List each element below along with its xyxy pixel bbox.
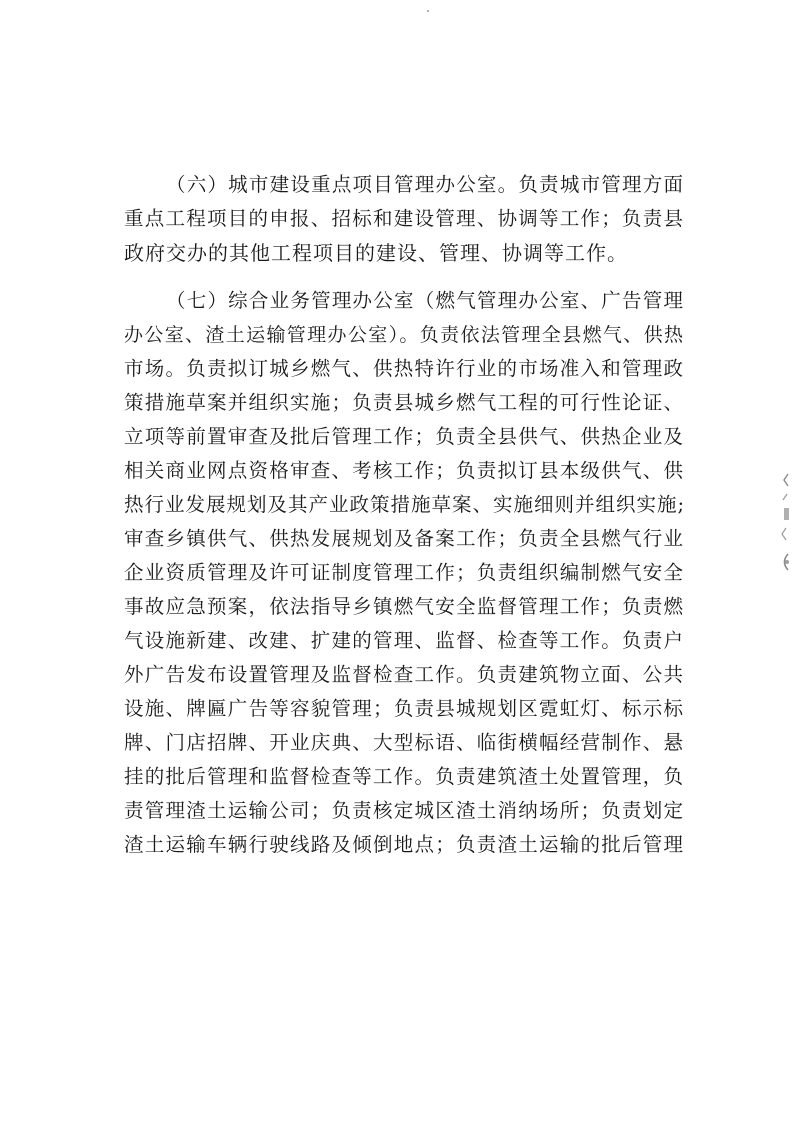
section-7-line: 审查乡镇供气、供热发展规划及备案工作；负责全县燃气行业 [124, 527, 684, 550]
section-7-line: 责管理渣土运输公司；负责核定城区渣土消纳场所；负责划定 [124, 799, 684, 822]
section-7-line: 市场。负责拟订城乡燃气、供热特许行业的市场准入和管理政 [124, 357, 684, 380]
section-6-line: 重点工程项目的申报、招标和建设管理、协调等工作；负责县 [124, 207, 684, 230]
section-7-line: 相关商业网点资格审查、考核工作；负责拟订县本级供气、供 [124, 459, 684, 482]
section-7-line: 渣土运输车辆行驶线路及倾倒地点；负责渣土运输的批后管理 [124, 833, 684, 856]
section-7-line: 企业资质管理及许可证制度管理工作；负责组织编制燃气安全 [124, 561, 684, 584]
section-7-line: 办公室、渣土运输管理办公室）。负责依法管理全县燃气、供热 [124, 324, 684, 346]
section-7-line: （七）综合业务管理办公室（燃气管理办公室、广告管理 [166, 289, 684, 312]
section-7-paragraph [124, 284, 684, 862]
section-7-line: 牌、门店招牌、开业庆典、大型标语、临街横幅经营制作、悬 [124, 731, 684, 754]
section-7-line: 气设施新建、改建、扩建的管理、监督、检查等工作。负责户 [124, 629, 684, 652]
section-7-line: 外广告发布设置管理及监督检查工作。负责建筑物立面、公共 [124, 663, 684, 686]
section-7-line: 策措施草案并组织实施；负责县城乡燃气工程的可行性论证、 [124, 391, 684, 414]
section-6-line: （六）城市建设重点项目管理办公室。负责城市管理方面 [166, 173, 684, 196]
scan-artifact [427, 10, 429, 12]
section-7-line: 立项等前置审查及批后管理工作；负责全县供气、供热企业及 [124, 425, 684, 448]
section-6-line: 政府交办的其他工程项目的建设、管理、协调等工作。 [124, 241, 628, 265]
section-7-line: 挂的批后管理和监督检查等工作。负责建筑渣土处置管理，负 [124, 765, 684, 788]
section-6-paragraph [124, 168, 684, 270]
section-7-line: 热行业发展规划及其产业政策措施草案、实施细则并组织实施; [124, 493, 686, 516]
seal-edge-mark [778, 470, 792, 580]
section-7-line: 事故应急预案，依法指导乡镇燃气安全监督管理工作；负责燃 [124, 595, 684, 618]
section-7-line: 设施、牌匾广告等容貌管理；负责县城规划区霓虹灯、标示标 [124, 697, 684, 720]
